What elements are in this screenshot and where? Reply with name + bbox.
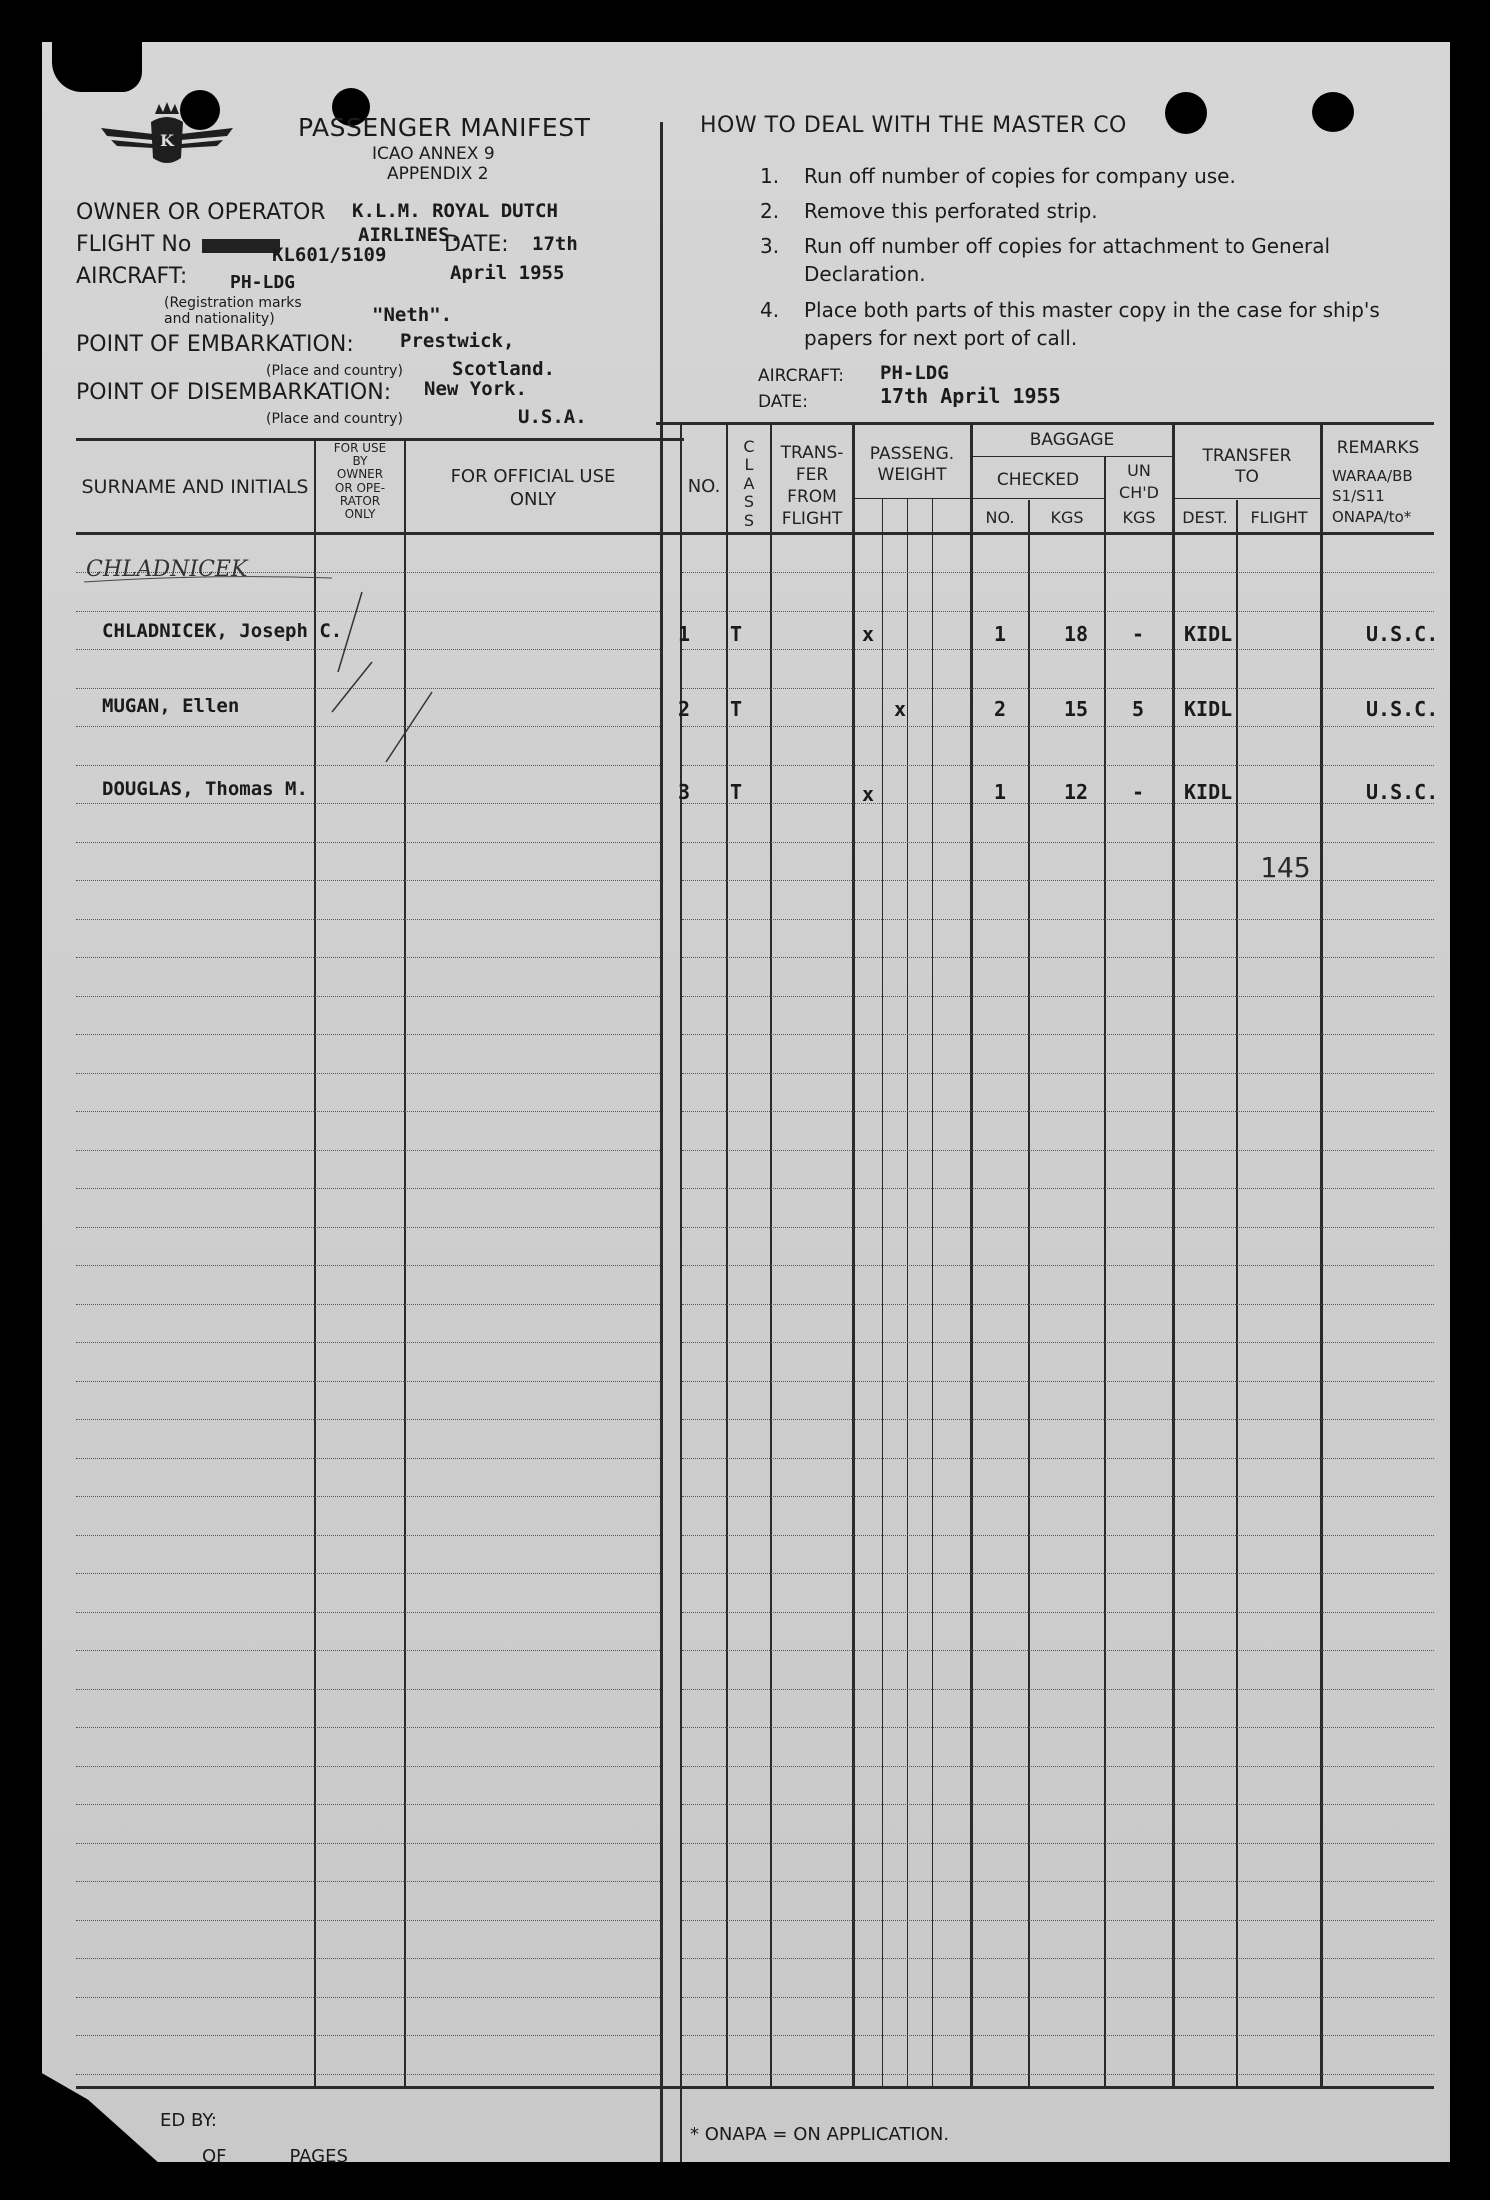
instruction-text-2: Remove this perforated strip.: [804, 199, 1098, 223]
col-div: [970, 422, 973, 2086]
row-rule: [76, 1304, 660, 1305]
row-rule: [682, 1265, 1434, 1266]
passenger-bag-no: 2: [994, 697, 1007, 721]
instruction-text-3: Run off number off copies for attachment to General: [804, 234, 1331, 258]
passenger-no: 2: [678, 697, 691, 721]
row-rule: [682, 919, 1434, 920]
row-rule: [682, 765, 1434, 766]
aircraft-value: PH-LDG: [230, 272, 296, 293]
instruction-num-2: 2.: [760, 199, 780, 223]
col-header-no: NO.: [687, 476, 721, 497]
disembark-value: New York.: [424, 378, 527, 400]
column-header-bottom-right: [656, 532, 1434, 535]
col-header-transfer-from: TRANS- FER FROM FLIGHT: [780, 443, 844, 530]
row-rule: [76, 1612, 660, 1613]
row-rule: [76, 1381, 660, 1382]
row-rule: [76, 1188, 660, 1189]
passenger-no: 3: [678, 780, 691, 804]
row-rule: [682, 572, 1434, 573]
form-title: PASSENGER MANIFEST: [298, 113, 591, 142]
passenger-bag-kgs: 18: [1064, 622, 1089, 646]
col-div: [1236, 500, 1238, 2086]
passenger-dest: KIDL: [1184, 622, 1233, 646]
instructions-aircraft-value: PH-LDG: [880, 362, 949, 384]
handwritten-name: [82, 546, 342, 586]
row-rule: [682, 1573, 1434, 1574]
row-rule: [682, 1689, 1434, 1690]
transfer-sub-rule: [1172, 498, 1320, 499]
passenger-bag-no: 1: [994, 622, 1007, 646]
row-rule: [682, 2035, 1434, 2036]
disembark-note: (Place and country): [266, 411, 403, 427]
instruction-text-3b: Declaration.: [804, 262, 926, 286]
row-rule: [76, 1227, 660, 1228]
aircraft-label: AIRCRAFT:: [76, 264, 188, 289]
date-label: DATE:: [444, 232, 509, 257]
flight-label: FLIGHT No: [76, 232, 192, 257]
form-annex: ICAO ANNEX 9: [372, 144, 495, 164]
row-rule: [76, 1920, 660, 1921]
row-rule: [682, 1227, 1434, 1228]
instruction-num-1: 1.: [760, 164, 780, 188]
row-rule: [76, 957, 660, 958]
footer-left: ED BY:: [160, 2110, 217, 2131]
row-rule: [682, 1034, 1434, 1035]
row-rule: [682, 1535, 1434, 1536]
passenger-dest: KIDL: [1184, 780, 1233, 804]
instruction-text-4b: papers for next port of call.: [804, 326, 1078, 350]
col-div: [1172, 422, 1175, 2086]
punch-hole: [1312, 92, 1354, 132]
col-div: [1028, 500, 1030, 2086]
row-rule: [76, 996, 660, 997]
pen-strokes: [312, 582, 502, 812]
row-rule: [682, 1843, 1434, 1844]
col-header-baggage: BAGGAGE: [1029, 430, 1115, 450]
svg-text:CHLADNICEK: CHLADNICEK: [86, 557, 248, 582]
instructions-title: HOW TO DEAL WITH THE MASTER CO: [700, 113, 1127, 138]
col-header-unchd: UN CH'D: [1119, 461, 1159, 502]
reg-note: (Registration marks: [164, 295, 302, 311]
col-header-official-use: FOR OFFICIAL USE ONLY: [450, 466, 616, 510]
passenger-remarks: U.S.C.: [1366, 780, 1439, 804]
owner-value-2: AIRLINES.: [358, 224, 461, 246]
row-rule: [682, 1920, 1434, 1921]
nationality-value: "Neth".: [372, 304, 453, 326]
col-header-bag-kgs: KGS: [1050, 508, 1084, 527]
row-rule: [76, 2035, 660, 2036]
col-header-transfer-to: TRANSFER TO: [1202, 446, 1292, 488]
row-rule: [76, 1034, 660, 1035]
row-rule: [682, 957, 1434, 958]
total-note: 145: [1260, 851, 1311, 884]
row-rule: [76, 880, 660, 881]
row-rule: [682, 880, 1434, 881]
row-rule: [76, 1958, 660, 1959]
col-div: [1104, 457, 1106, 2086]
passenger-weight-mark: x: [862, 622, 875, 646]
manifest-page: [42, 42, 1450, 2167]
passenger-class: T: [730, 780, 743, 804]
owner-value: K.L.M. ROYAL DUTCH: [352, 200, 558, 222]
col-div: [852, 422, 855, 2086]
row-rule: [682, 1111, 1434, 1112]
row-rule: [76, 1573, 660, 1574]
col-header-remarks: REMARKS: [1336, 438, 1420, 458]
passenger-bag-kgs: 12: [1064, 780, 1089, 804]
row-rule: [76, 2074, 660, 2075]
row-rule: [76, 1458, 660, 1459]
row-rule: [76, 1111, 660, 1112]
flight-redaction: [202, 239, 280, 253]
row-rule: [682, 1150, 1434, 1151]
row-rule: [682, 996, 1434, 997]
row-rule: [682, 611, 1434, 612]
row-rule: [76, 1804, 660, 1805]
row-rule: [76, 1073, 660, 1074]
torn-corner-top-left: [52, 40, 142, 92]
col-div: [1320, 422, 1323, 2086]
footer-note: * ONAPA = ON APPLICATION.: [690, 2124, 950, 2145]
passenger-name: MUGAN, Ellen: [102, 695, 240, 717]
col-div: [882, 498, 883, 2086]
passenger-weight-mark: x: [894, 697, 907, 721]
reg-note-2: and nationality): [164, 311, 275, 327]
svg-text:K: K: [160, 131, 174, 150]
row-rule: [682, 1188, 1434, 1189]
row-rule: [682, 726, 1434, 727]
row-rule: [76, 1727, 660, 1728]
row-rule: [682, 1650, 1434, 1651]
instructions-aircraft-label: AIRCRAFT:: [758, 366, 844, 386]
row-rule: [76, 1881, 660, 1882]
row-rule: [682, 803, 1434, 804]
passenger-remarks: U.S.C.: [1366, 697, 1439, 721]
instructions-date-label: DATE:: [758, 392, 808, 412]
row-rule: [682, 1804, 1434, 1805]
row-rule: [76, 842, 660, 843]
passenger-name: DOUGLAS, Thomas M.: [102, 778, 308, 800]
passenger-class: T: [730, 622, 743, 646]
row-rule: [76, 1997, 660, 1998]
col-div: [770, 422, 772, 2086]
row-rule: [76, 1766, 660, 1767]
owner-label: OWNER OR OPERATOR: [76, 200, 326, 225]
center-fold-line-2: [680, 422, 682, 2162]
embark-label: POINT OF EMBARKATION:: [76, 332, 354, 357]
footer-rule: [76, 2086, 1434, 2089]
passenger-weight-mark: x: [862, 782, 875, 806]
weight-sub-rule: [852, 498, 970, 499]
row-rule: [682, 2074, 1434, 2075]
row-rule: [682, 842, 1434, 843]
passenger-no: 1: [678, 622, 691, 646]
footer-left-2: OF PAGES: [202, 2146, 348, 2167]
row-rule: [682, 1304, 1434, 1305]
row-rule: [682, 1881, 1434, 1882]
embark-note: (Place and country): [266, 363, 403, 379]
column-header-bottom-left: [76, 532, 684, 535]
row-rule: [682, 1727, 1434, 1728]
col-header-unchd-kgs: KGS: [1122, 508, 1156, 527]
row-rule: [76, 1689, 660, 1690]
disembark-value-2: U.S.A.: [518, 406, 587, 428]
punch-hole: [1165, 92, 1207, 134]
row-rule: [682, 649, 1434, 650]
col-header-flight: FLIGHT: [1250, 508, 1308, 527]
row-rule: [76, 1150, 660, 1151]
passenger-name: CHLADNICEK, Joseph C.: [102, 620, 343, 642]
row-rule: [682, 1997, 1434, 1998]
date-value: 17th: [532, 233, 578, 255]
col-header-owner-use: FOR USE BY OWNER OR OPE- RATOR ONLY: [333, 441, 387, 521]
instruction-text-1: Run off number of copies for company use.: [804, 164, 1236, 188]
col-header-remarks-sub: WARAA/BB S1/S11 ONAPA/to*: [1332, 467, 1413, 526]
disembark-label: POINT OF DISEMBARKATION:: [76, 380, 392, 405]
row-rule: [76, 1650, 660, 1651]
passenger-unchd-kgs: -: [1132, 622, 1145, 646]
klm-crown-logo: [97, 100, 237, 170]
row-rule: [76, 1342, 660, 1343]
passenger-dest: KIDL: [1184, 697, 1233, 721]
row-rule: [76, 1843, 660, 1844]
flight-value: KL601/5109: [272, 244, 387, 266]
row-rule: [76, 1496, 660, 1497]
form-appendix: APPENDIX 2: [387, 164, 489, 184]
col-div: [932, 498, 933, 2086]
col-header-dest: DEST.: [1182, 508, 1228, 527]
center-fold-line: [660, 122, 663, 2162]
col-header-class: C L A S S: [743, 437, 755, 530]
col-header-weight: PASSENG. WEIGHT: [869, 444, 955, 486]
instruction-num-4: 4.: [760, 298, 780, 322]
row-rule: [76, 1535, 660, 1536]
instruction-text-4: Place both parts of this master copy in the case for ship's: [804, 298, 1380, 322]
row-rule: [76, 1265, 660, 1266]
row-rule: [682, 1612, 1434, 1613]
row-rule: [682, 688, 1434, 689]
col-div: [726, 422, 728, 2086]
row-rule: [76, 1419, 660, 1420]
passenger-bag-no: 1: [994, 780, 1007, 804]
baggage-sub-rule: [970, 456, 1172, 457]
instruction-num-3: 3.: [760, 234, 780, 258]
date-value-2: April 1955: [450, 262, 565, 284]
col-div: [907, 498, 908, 2086]
passenger-bag-kgs: 15: [1064, 697, 1089, 721]
instructions-date-value: 17th April 1955: [880, 384, 1061, 408]
passenger-remarks: U.S.C.: [1366, 622, 1439, 646]
passenger-class: T: [730, 697, 743, 721]
col-header-surname: SURNAME AND INITIALS: [81, 476, 309, 498]
checked-sub-rule: [970, 498, 1104, 499]
embark-value: Prestwick,: [400, 330, 515, 352]
row-rule: [682, 1073, 1434, 1074]
row-rule: [682, 1381, 1434, 1382]
row-rule: [682, 1766, 1434, 1767]
col-header-bag-no: NO.: [985, 508, 1015, 527]
row-rule: [682, 1419, 1434, 1420]
row-rule: [682, 1496, 1434, 1497]
passenger-unchd-kgs: -: [1132, 780, 1145, 804]
embark-value-2: Scotland.: [452, 358, 555, 380]
col-header-checked: CHECKED: [996, 470, 1080, 490]
header-rule-right: [656, 422, 1434, 425]
passenger-unchd-kgs: 5: [1132, 697, 1145, 721]
row-rule: [682, 1342, 1434, 1343]
row-rule: [682, 1458, 1434, 1459]
row-rule: [76, 919, 660, 920]
row-rule: [682, 1958, 1434, 1959]
